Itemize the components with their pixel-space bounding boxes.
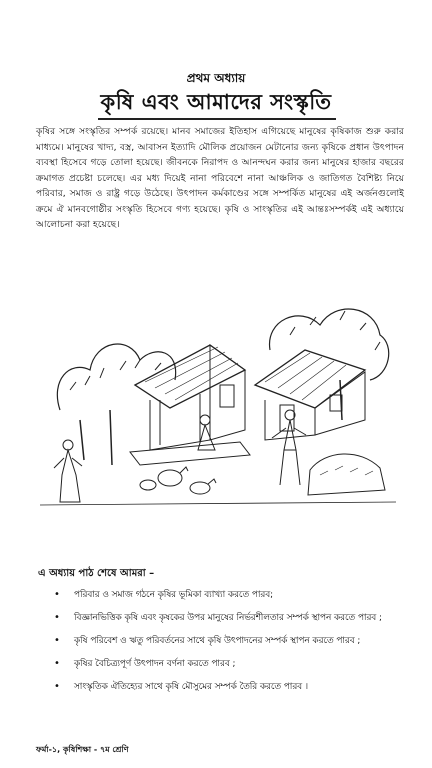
objective-text: বিজ্ঞানভিত্তিক কৃষি এবং কৃষকের উপর মানুষের নির্ভরশীলতার সম্পর্ক স্থাপন করতে পারব ; bbox=[74, 613, 382, 623]
list-item bbox=[52, 655, 402, 678]
right-house bbox=[255, 350, 365, 440]
objectives-heading: এ অধ্যায় পাঠ শেষে আমরা – bbox=[38, 568, 155, 579]
chapter-label: প্রথম অধ্যায় bbox=[186, 71, 246, 85]
ground-line bbox=[40, 502, 396, 505]
page-footer: ফর্মা-১, কৃষিশিক্ষা - ৭ম শ্রেণি bbox=[36, 745, 129, 754]
crop-pile bbox=[308, 454, 385, 495]
bullet-icon: • bbox=[54, 635, 60, 646]
list-item bbox=[52, 678, 402, 701]
objective-text: কৃষি পরিবেশ ও ঋতু পরিবর্তনের সাথে কৃষি উৎপাদনের সম্পর্ক স্থাপন করতে পারব ; bbox=[74, 636, 361, 646]
person-standing-right bbox=[272, 410, 306, 485]
title-underline bbox=[98, 118, 336, 120]
tree-cluster-left bbox=[57, 344, 175, 465]
poultry-group bbox=[140, 467, 216, 494]
intro-paragraph bbox=[36, 124, 404, 233]
objective-text: কৃষির বৈচিত্র্যপূর্ণ উৎপাদন বর্ণনা করতে পারব ; bbox=[74, 659, 236, 669]
chapter-title: কৃষি এবং আমাদের সংস্কৃতি bbox=[100, 90, 332, 114]
intro-text: কৃষির সঙ্গে সংস্কৃতির সম্পর্ক রয়েছে। মানব সমাজের ইতিহাস এগিয়েছে মানুষের কৃষিকাজ শুরু করার মাধ্যমে। মানুষের খাদ্য, বস্ত্র, আবাসন ইত্যাদি মৌলিক প্রয়োজন মেটানোর জন্য কৃষিকে প্রধান উৎপাদন ব্যবস্থা হিসেবে গড়ে তোলা হয়েছে। জীবনকে নিরাপদ ও আনন্দঘন করার জন্য মানুষের হাজার বছরের ক্রমাগত প্রচেষ্টা চলেছে। এর মধ্য দিয়েই নানা পরিবেশে নানা আঞ্চলিক ও জাতিগত বৈশিষ্ট্য নিয়ে পরিবার, সমাজ ও রাষ্ট্র গড়ে উঠেছে। উৎপাদন কর্মকাণ্ডের সঙ্গে সম্পর্কিত মানুষের এই অর্জনগুলোই ক্রমে ঐ মানবগোষ্ঠীর সংস্কৃতি হিসেবে গণ্য হয়েছে। কৃষি ও সাংস্কৃতির এই আন্তঃসম্পর্কই এই অধ্যায়ে আলোচনা করা হয়েছে। bbox=[36, 126, 404, 230]
objective-text: পরিবার ও সমাজ গঠনে কৃষির ভূমিকা ব্যাখ্যা করতে পারব; bbox=[74, 590, 274, 600]
village-illustration bbox=[40, 290, 396, 510]
list-item bbox=[52, 632, 402, 655]
list-item bbox=[52, 586, 402, 609]
bullet-icon: • bbox=[54, 589, 60, 600]
main-house bbox=[130, 345, 250, 465]
bullet-icon: • bbox=[54, 612, 60, 623]
list-item bbox=[52, 609, 402, 632]
bullet-icon: • bbox=[54, 658, 60, 669]
bullet-icon: • bbox=[54, 681, 60, 692]
person-woman-left bbox=[54, 440, 82, 502]
objective-text: সাংস্কৃতিক ঐতিহ্যের সাথে কৃষি মৌসুমের সম্পর্ক তৈরি করতে পারব । bbox=[74, 682, 309, 692]
objectives-list bbox=[52, 586, 402, 701]
